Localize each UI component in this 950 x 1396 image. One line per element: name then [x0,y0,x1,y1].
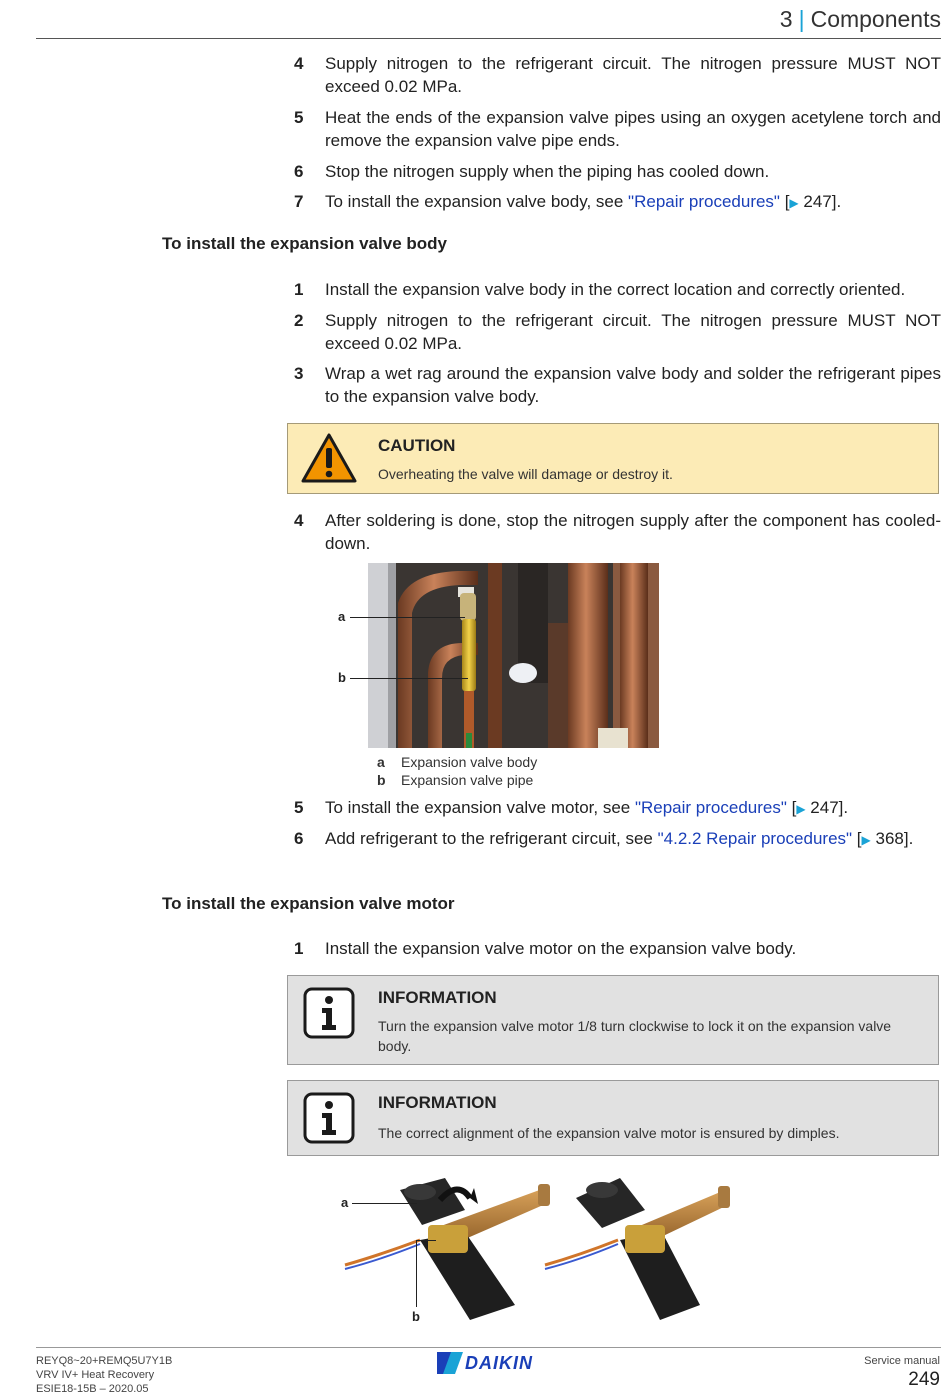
ref-bracket: [ [786,798,797,817]
section-heading: To install the expansion valve motor [162,894,455,913]
callout-label: b [412,1309,420,1324]
page-header [36,0,941,39]
step-text: Wrap a wet rag around the expansion valve body and solder the refrigerant pipes to the expansion valve body. [325,364,941,406]
step-text-part: To install the expansion valve body, see [325,192,629,211]
step-text: After soldering is done, stop the nitrogen supply after the component has cooled-down. [325,511,941,553]
step-text [325,190,941,215]
footer-doc-id: ESIE18-15B – 2020.05 [36,1383,149,1395]
step-text: Stop the nitrogen supply when the piping has cooled down. [325,162,770,181]
step-text-part: To install the expansion valve motor, see [325,798,635,817]
step-item [294,362,941,408]
caution-box [287,423,939,494]
warning-triangle-icon [300,432,358,484]
footer-model: REYQ8~20+REMQ5U7Y1B [36,1355,173,1367]
daikin-logo-icon [437,1352,463,1374]
footer-product: VRV IV+ Heat Recovery [36,1369,155,1381]
ref-bracket: [ [852,829,862,848]
leader-line-b [416,1240,417,1307]
step-text: Supply nitrogen to the refrigerant circuit. The nitrogen pressure MUST NOT exceed 0.02 MPa. [325,311,941,353]
header-separator: | [798,6,805,32]
page-number: 249 [908,1369,940,1390]
daikin-logo [437,1352,533,1374]
footer-manual-type: Service manual [864,1355,940,1367]
step-number: 5 [294,798,304,817]
step-item [294,190,941,215]
step-item [294,309,941,355]
caution-text: Overheating the valve will damage or destroy it. [378,466,673,482]
step-number: 5 [294,108,304,127]
step-number: 6 [294,829,304,848]
step-item [294,937,941,960]
callout-label: b [338,670,346,685]
leader-line-a [352,1203,417,1204]
chapter-title: Components [810,6,941,32]
information-text: The correct alignment of the expansion valve motor is ensured by dimples. [378,1125,840,1141]
leader-line-b [350,678,468,679]
information-text: Turn the expansion valve motor 1/8 turn clockwise to lock it on the expansion valve body. [378,1018,892,1054]
step-text: Install the expansion valve motor on the expansion valve body. [325,939,797,958]
step-number: 4 [294,54,304,73]
page-ref[interactable]: 247 [810,798,839,817]
section-heading: To install the expansion valve body [162,234,447,253]
callout-label: a [338,609,346,624]
leader-line-b [416,1240,436,1241]
ref-bracket: ]. [831,192,842,211]
legend-label: Expansion valve pipe [401,772,534,788]
info-icon [303,1092,355,1144]
brand-name: DAIKIN [465,1353,533,1373]
step-item [294,106,941,152]
expansion-valve-photo [368,563,659,748]
ref-bracket: ]. [903,829,914,848]
legend-key: b [377,772,386,788]
footer-divider [36,1347,941,1348]
step-number: 1 [294,939,304,958]
step-number: 6 [294,162,304,181]
repair-procedures-link[interactable]: "4.2.2 Repair procedures" [657,829,853,848]
chapter-header [780,6,941,33]
step-text [325,827,941,852]
step-item [294,278,941,301]
page-ref[interactable]: 247 [803,192,832,211]
step-item [294,509,941,555]
information-box [287,1080,939,1156]
step-text: Install the expansion valve body in the correct location and correctly oriented. [325,280,906,299]
step-number: 4 [294,511,304,530]
valve-motor-alignment-photo [340,1170,740,1330]
callout-label: a [341,1195,349,1210]
step-item [294,52,941,98]
information-title: INFORMATION [378,988,497,1007]
step-text [325,796,941,821]
information-box [287,975,939,1065]
info-icon [303,987,355,1039]
step-number: 2 [294,311,304,330]
ref-bracket: ]. [838,798,849,817]
step-number: 3 [294,364,304,383]
footer-left [36,1354,172,1396]
caution-title: CAUTION [378,436,456,455]
step-number: 7 [294,192,304,211]
ref-bracket: [ [779,192,790,211]
page-ref-triangle-icon: ▶ [796,802,806,816]
chapter-number: 3 [779,6,793,32]
repair-procedures-link[interactable]: "Repair procedures" [634,798,787,817]
step-number: 1 [294,280,304,299]
information-title: INFORMATION [378,1093,497,1112]
page-ref-triangle-icon: ▶ [789,196,799,210]
repair-procedures-link[interactable]: "Repair procedures" [628,192,780,211]
leader-line-a [350,617,465,618]
step-item [294,160,941,183]
page-ref[interactable]: 368 [875,829,904,848]
page-ref-triangle-icon: ▶ [861,833,871,847]
legend-key: a [377,754,385,770]
legend-label: Expansion valve body [401,754,538,770]
step-item [294,827,941,852]
step-text: Heat the ends of the expansion valve pipes using an oxygen acetylene torch and remove the expansion valve pipe ends. [325,108,941,150]
legend-item [377,772,533,788]
legend-item [377,754,537,770]
step-item [294,796,941,821]
step-text: Supply nitrogen to the refrigerant circuit. The nitrogen pressure MUST NOT exceed 0.02 MPa. [325,54,941,96]
step-text-part: Add refrigerant to the refrigerant circuit, see [325,829,658,848]
